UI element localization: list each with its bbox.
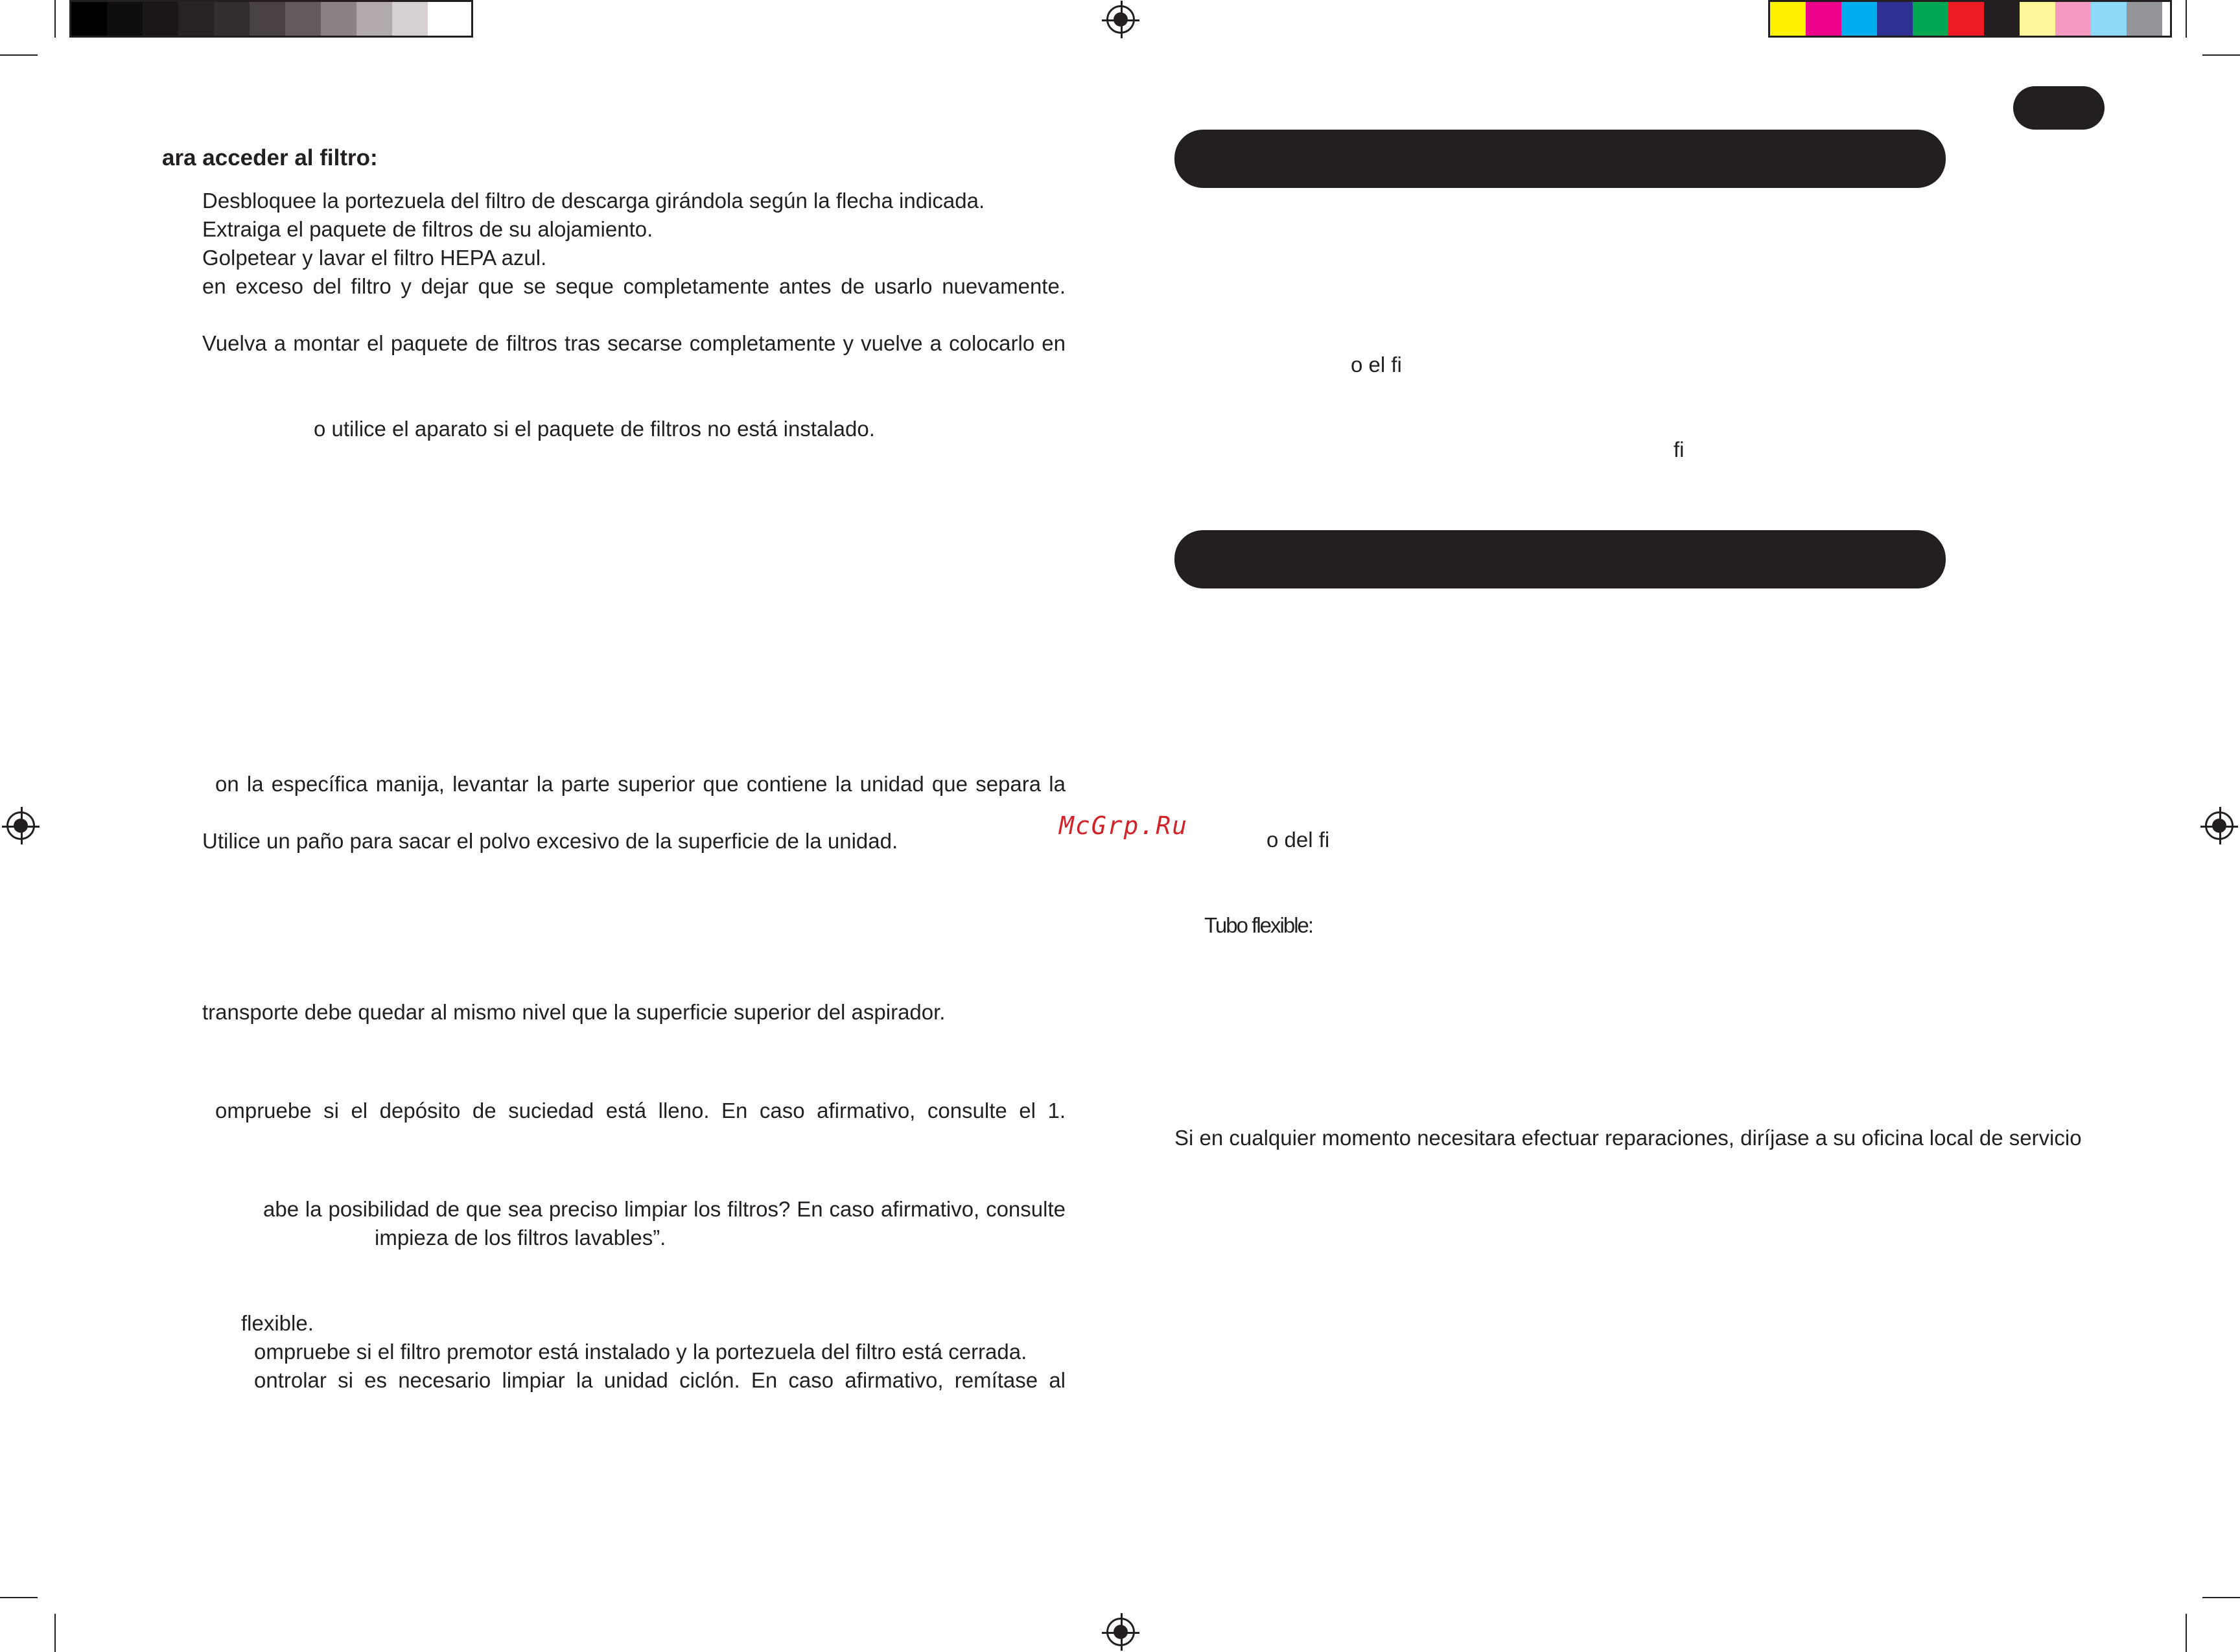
troubleshooting-item: ontrolar si es necesario limpiar la unidad ciclón. En caso afirmativo, remítase al — [254, 1368, 1066, 1392]
crop-mark — [2202, 1597, 2240, 1598]
swatch — [178, 2, 214, 36]
crop-mark — [54, 0, 56, 38]
troubleshooting-item: ompruebe si el depósito de suciedad está lleno. En caso afirmativo, consulte el 1. — [215, 1099, 1066, 1123]
cyclone-instruction: on la específica manija, levantar la parte superior que contiene la unidad que separa la — [215, 772, 1066, 796]
cyclone-instruction: Utilice un paño para sacar el polvo excesivo de la superficie de la unidad. — [202, 829, 898, 853]
page-number-tab — [2013, 86, 2105, 130]
swatch — [1877, 2, 1913, 36]
swatch — [356, 2, 392, 36]
swatch — [71, 2, 107, 36]
troubleshooting-item: impieza de los filtros lavables”. — [375, 1226, 666, 1250]
swatch — [214, 2, 250, 36]
registration-mark-icon — [2205, 811, 2234, 840]
filter-step: Vuelva a montar el paquete de filtros tras secarse completamente y vuelve a colocarlo en — [202, 331, 1066, 355]
swatch — [2055, 2, 2091, 36]
swatch — [143, 2, 178, 36]
swatch — [2091, 2, 2127, 36]
registration-mark-icon — [1106, 1618, 1135, 1646]
troubleshooting-item: flexible. — [241, 1311, 314, 1335]
watermark: McGrp.Ru — [1059, 811, 1189, 840]
swatch — [107, 2, 143, 36]
text-fragment: o del fi — [1266, 828, 1330, 852]
filter-warning: o utilice el aparato si el paquete de filtros no está instalado. — [314, 417, 875, 441]
service-instruction: Si en cualquier momento necesitara efectuar reparaciones, diríjase a su oficina local de servicio — [1174, 1126, 2082, 1150]
filter-step: en exceso del filtro y dejar que se seque completamente antes de usarlo nuevamente. — [202, 274, 1066, 298]
swatch — [250, 2, 285, 36]
swatch — [2127, 2, 2162, 36]
section-header-bar — [1174, 130, 1946, 188]
troubleshooting-item: abe la posibilidad de que sea preciso limpiar los filtros? En caso afirmativo, consulte — [263, 1197, 1066, 1221]
crop-mark — [0, 1597, 38, 1598]
registration-mark-icon — [6, 811, 35, 840]
crop-mark — [2186, 1614, 2187, 1652]
swatch — [1984, 2, 2020, 36]
grayscale-color-bar — [69, 0, 473, 38]
process-color-bar — [1768, 0, 2172, 38]
crop-mark — [0, 54, 38, 56]
swatch — [321, 2, 356, 36]
swatch — [1913, 2, 1948, 36]
crop-mark — [2186, 0, 2187, 38]
crop-mark — [2202, 54, 2240, 56]
troubleshooting-item: ompruebe si el filtro premotor está instalado y la portezuela del filtro está cerrada. — [254, 1340, 1027, 1364]
filter-step: Extraiga el paquete de filtros de su alojamiento. — [202, 217, 653, 241]
registration-mark-icon — [1106, 5, 1135, 34]
filter-step: Desbloquee la portezuela del filtro de descarga girándola según la flecha indicada. — [202, 189, 985, 213]
text-fragment: fi — [1674, 437, 1685, 461]
transport-instruction: transporte debe quedar al mismo nivel que la superficie superior del aspirador. — [202, 1000, 946, 1024]
hose-label: Tubo flexible: — [1204, 913, 1313, 937]
swatch — [1806, 2, 1841, 36]
filter-access-heading: ara acceder al filtro: — [162, 145, 378, 170]
swatch — [428, 2, 463, 36]
swatch — [2020, 2, 2055, 36]
swatch — [1770, 2, 1806, 36]
swatch — [1841, 2, 1877, 36]
text-fragment: o el fi — [1351, 353, 1402, 377]
section-header-bar — [1174, 530, 1946, 588]
swatch — [392, 2, 428, 36]
crop-mark — [54, 1614, 56, 1652]
swatch — [285, 2, 321, 36]
swatch — [1948, 2, 1984, 36]
filter-step: Golpetear y lavar el filtro HEPA azul. — [202, 246, 547, 270]
